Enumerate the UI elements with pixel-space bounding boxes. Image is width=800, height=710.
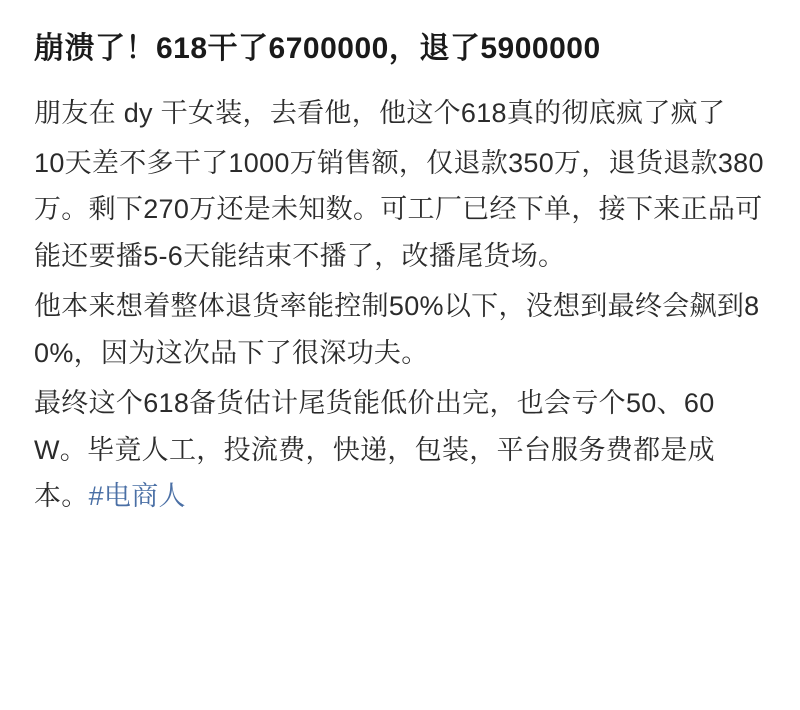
post-body xyxy=(34,90,766,520)
hashtag-link[interactable]: #电商人 xyxy=(88,481,186,512)
post-paragraph xyxy=(34,380,766,519)
post-paragraph: 10天差不多干了1000万销售额，仅退款350万，退货退款380万。剩下270万还是未知数。可工厂已经下单，接下来正品可能还要播5-6天能结束不播了，改播尾货场。 xyxy=(34,148,764,271)
post-paragraph: 他本来想着整体退货率能控制50%以下，没想到最终会飙到80%，因为这次品下了很深功夫。 xyxy=(34,291,760,368)
post-paragraph-text: 最终这个618备货估计尾货能低价出完，也会亏个50、60W。毕竟人工，投流费，快递，包装，平台服务费都是成本。 xyxy=(34,388,715,512)
post-paragraph: 朋友在 dy 干女装，去看他，他这个618真的彻底疯了疯了 xyxy=(34,97,726,128)
post-title: 崩溃了！618干了6700000，退了5900000 xyxy=(34,32,601,65)
